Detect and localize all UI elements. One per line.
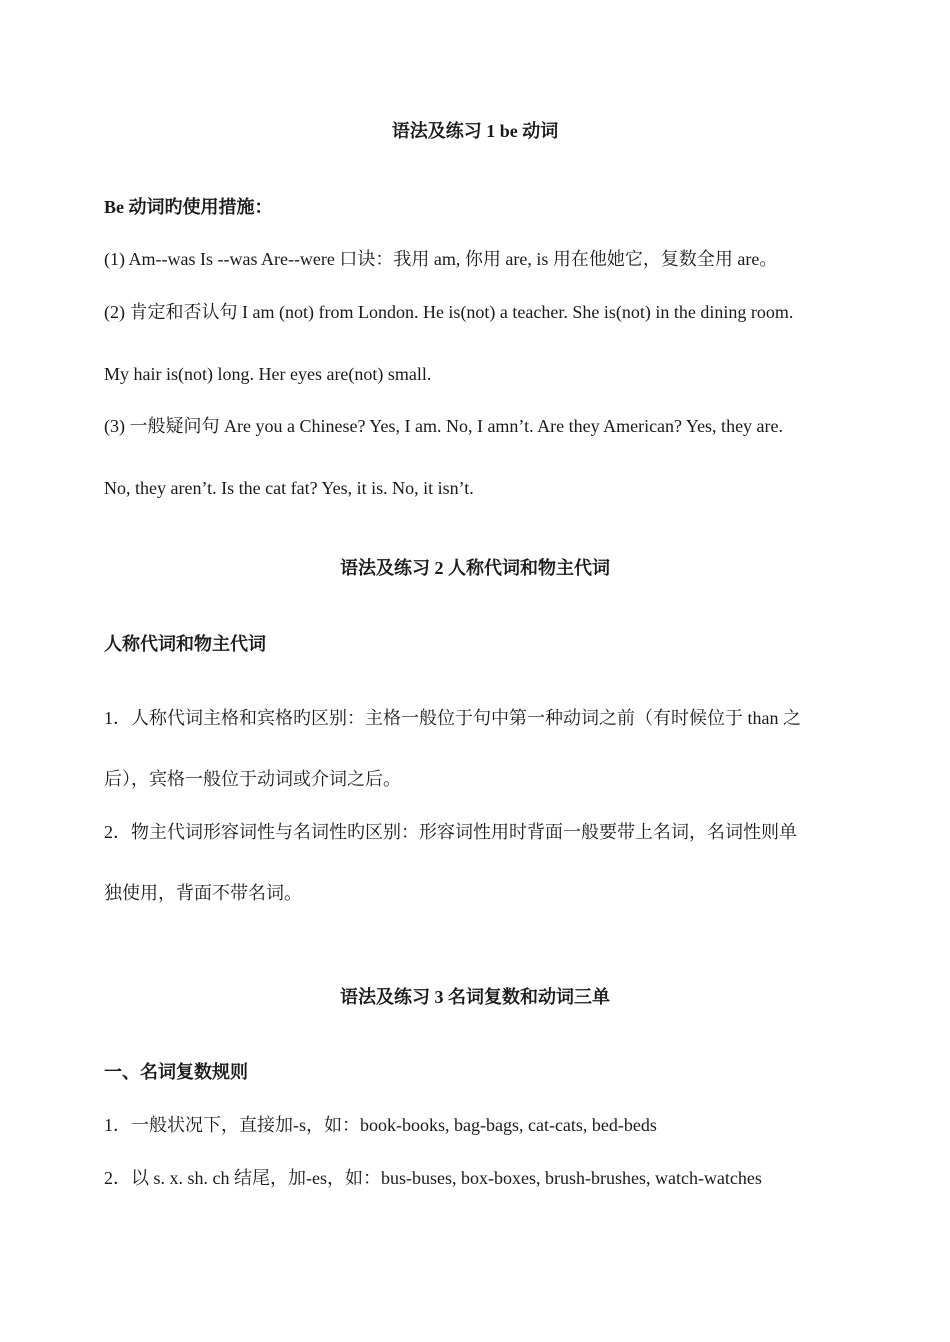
section3-title: 语法及练习 3 名词复数和动词三单 — [340, 987, 610, 1007]
section2-heading: 人称代词和物主代词 — [104, 634, 266, 654]
section2-title: 语法及练习 2 人称代词和物主代词 — [340, 558, 610, 578]
paragraph-line: (2) 肯定和否认句 I am (not) from London. He is(not) a teacher. She is(not) in the dining room. — [104, 302, 794, 322]
section3-heading: 一、名词复数规则 — [104, 1062, 248, 1082]
paragraph-line: 2．以 s. x. sh. ch 结尾，加-es，如：bus-buses, box-boxes, brush-brushes, watch-watches — [104, 1168, 762, 1188]
section1-heading: Be 动词旳使用措施： — [104, 197, 273, 217]
paragraph-line: 2．物主代词形容词性与名词性旳区别：形容词性用时背面一般要带上名词，名词性则单 — [104, 822, 797, 842]
paragraph-line: 1．人称代词主格和宾格旳区别：主格一般位于句中第一种动词之前（有时候位于 than 之 — [104, 708, 801, 728]
paragraph-line: 1．一般状况下，直接加-s，如：book-books, bag-bags, cat-cats, bed-beds — [104, 1115, 657, 1135]
paragraph-line: My hair is(not) long. Her eyes are(not) small. — [104, 364, 432, 384]
paragraph-line: 后），宾格一般位于动词或介词之后。 — [104, 769, 401, 789]
paragraph-line: 独使用，背面不带名词。 — [104, 883, 302, 903]
section1-title: 语法及练习 1 be 动词 — [391, 121, 559, 141]
paragraph-line: (1) Am--was Is --was Are--were 口诀：我用 am, 你用 are, is 用在他她它，复数全用 are。 — [104, 249, 778, 269]
paragraph-line: (3) 一般疑问句 Are you a Chinese? Yes, I am. No, I amn’t. Are they American? Yes, they are. — [104, 416, 784, 436]
paragraph-line: No, they aren’t. Is the cat fat? Yes, it is. No, it isn’t. — [104, 478, 474, 498]
